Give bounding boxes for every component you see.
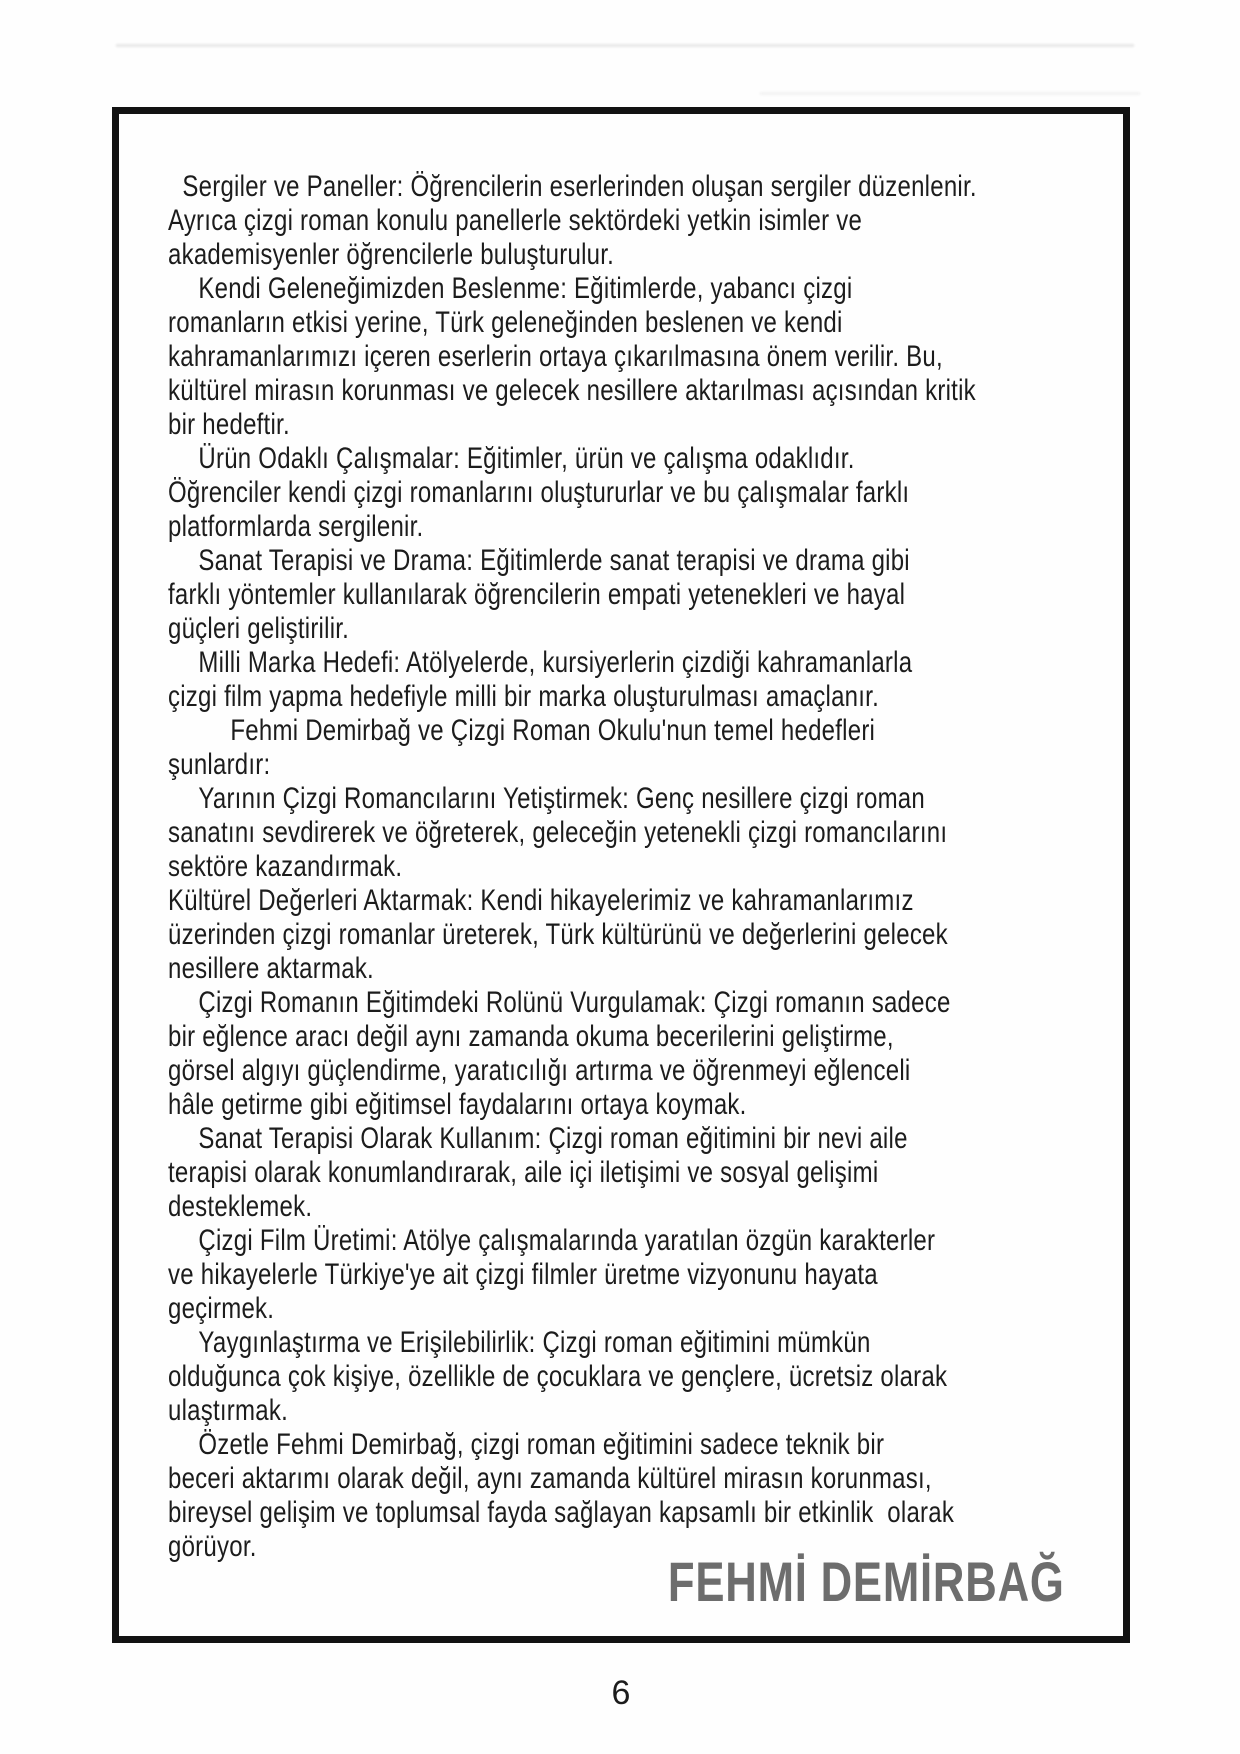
text-line: ve hikayelerle Türkiye'ye ait çizgi filmler üretme vizyonunu hayata <box>168 1258 878 1291</box>
text-line: Sergiler ve Paneller: Öğrencilerin eserlerinden oluşan sergiler düzenlenir. <box>182 170 977 203</box>
text-line: Ayrıca çizgi roman konulu panellerle sektördeki yetkin isimler ve <box>168 204 863 237</box>
scan-artifact-streak <box>760 92 1140 95</box>
page-number: 6 <box>611 1674 631 1712</box>
text-line: bir hedeftir. <box>168 408 290 441</box>
text-line: sektöre kazandırmak. <box>168 850 403 883</box>
text-line: Öğrenciler kendi çizgi romanlarını oluştururlar ve bu çalışmalar farklı <box>168 476 910 509</box>
text-line: Sanat Terapisi ve Drama: Eğitimlerde sanat terapisi ve drama gibi <box>198 544 910 577</box>
text-line: farklı yöntemler kullanılarak öğrencilerin empati yetenekleri ve hayal <box>168 578 906 611</box>
text-line: kahramanlarımızı içeren eserlerin ortaya çıkarılmasına önem verilir. Bu, <box>168 340 943 373</box>
text-line: akademisyenler öğrencilerle buluşturulur. <box>168 238 615 271</box>
text-line: Kendi Geleneğimizden Beslenme: Eğitimlerde, yabancı çizgi <box>198 272 853 305</box>
text-line: görsel algıyı güçlendirme, yaratıcılığı artırma ve öğrenmeyi eğlenceli <box>168 1054 911 1087</box>
text-line: kültürel mirasın korunması ve gelecek nesillere aktarılması açısından kritik <box>168 374 976 407</box>
text-line: nesillere aktarmak. <box>168 952 374 985</box>
text-line: Fehmi Demirbağ ve Çizgi Roman Okulu'nun temel hedefleri <box>230 714 876 747</box>
text-line: güçleri geliştirilir. <box>168 612 350 645</box>
body-text <box>168 170 1066 1564</box>
text-line: desteklemek. <box>168 1190 313 1223</box>
text-line: görüyor. <box>168 1530 257 1563</box>
text-line: Sanat Terapisi Olarak Kullanım: Çizgi roman eğitimini bir nevi aile <box>198 1122 908 1155</box>
text-line: sanatını sevdirerek ve öğreterek, geleceğin yetenekli çizgi romancılarını <box>168 816 948 849</box>
text-line: Ürün Odaklı Çalışmalar: Eğitimler, ürün ve çalışma odaklıdır. <box>198 442 855 475</box>
scan-artifact-top-edge <box>116 44 1134 47</box>
text-line: olduğunca çok kişiye, özellikle de çocuklara ve gençlere, ücretsiz olarak <box>168 1360 948 1393</box>
text-line: Çizgi Film Üretimi: Atölye çalışmalarında yaratılan özgün karakterler <box>198 1224 936 1257</box>
text-line: çizgi film yapma hedefiyle milli bir marka oluşturulması amaçlanır. <box>168 680 879 713</box>
text-line: şunlardır: <box>168 748 271 781</box>
text-line: Özetle Fehmi Demirbağ, çizgi roman eğitimini sadece teknik bir <box>198 1428 885 1461</box>
text-line: Çizgi Romanın Eğitimdeki Rolünü Vurgulamak: Çizgi romanın sadece <box>198 986 951 1019</box>
text-line: geçirmek. <box>168 1292 275 1325</box>
text-line: Kültürel Değerleri Aktarmak: Kendi hikayelerimiz ve kahramanlarımız <box>168 884 914 917</box>
text-line: hâle getirme gibi eğitimsel faydalarını ortaya koymak. <box>168 1088 747 1121</box>
text-line: Yaygınlaştırma ve Erişilebilirlik: Çizgi roman eğitimini mümkün <box>198 1326 871 1359</box>
text-line: terapisi olarak konumlandırarak, aile içi iletişimi ve sosyal gelişimi <box>168 1156 879 1189</box>
text-line: Yarının Çizgi Romancılarını Yetiştirmek: Genç nesillere çizgi roman <box>198 782 925 815</box>
author-signature: FEHMİ DEMİRBAĞ <box>668 1550 1065 1613</box>
text-line: ulaştırmak. <box>168 1394 289 1427</box>
text-line: romanların etkisi yerine, Türk geleneğinden beslenen ve kendi <box>168 306 843 339</box>
text-line: beceri aktarımı olarak değil, aynı zamanda kültürel mirasın korunması, <box>168 1462 932 1495</box>
text-line: üzerinden çizgi romanlar üreterek, Türk kültürünü ve değerlerini gelecek <box>168 918 948 951</box>
text-line: platformlarda sergilenir. <box>168 510 424 543</box>
text-line: bireysel gelişim ve toplumsal fayda sağlayan kapsamlı bir etkinlik olarak <box>168 1496 955 1529</box>
text-line: Milli Marka Hedefi: Atölyelerde, kursiyerlerin çizdiği kahramanlarla <box>198 646 913 679</box>
text-line: bir eğlence aracı değil aynı zamanda okuma becerilerini geliştirme, <box>168 1020 894 1053</box>
